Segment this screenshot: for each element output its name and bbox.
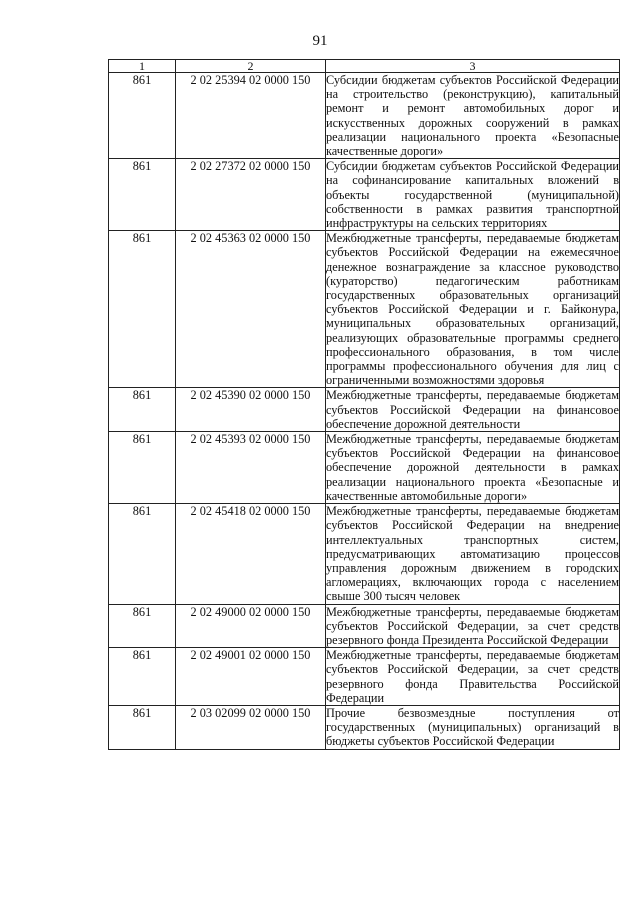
revenue-name-cell: Межбюджетные трансферты, передаваемые бюджетам субъектов Российской Федерации на ежемесячное денежное вознаграждение за классное руководство (кураторство) педагогическим работникам государственных образовательных организаций субъектов Российской Федерации и г. Байконура, муниципальных образовательных организаций, реализующих образовательные программы среднего профессионального образования, в том числе программы профессионального обучения для лиц с ограниченными возможностями здоровья xyxy=(326,231,619,388)
page-number: 91 xyxy=(312,33,328,49)
revenue-name-cell: Межбюджетные трансферты, передаваемые бюджетам субъектов Российской Федерации, за счет средств резервного фонда Правительства Российской Федерации xyxy=(326,648,619,705)
admin-code-cell: 861 xyxy=(109,159,176,231)
column-header-1: 1 xyxy=(109,60,176,73)
admin-code-cell: 861 xyxy=(109,604,176,648)
table-row xyxy=(109,604,620,648)
table-row xyxy=(109,648,620,706)
table-row xyxy=(109,231,620,388)
admin-code-cell: 861 xyxy=(109,388,176,432)
table-header-row xyxy=(109,60,620,73)
revenue-code-cell: 2 02 25394 02 0000 150 xyxy=(176,73,326,159)
revenue-name-cell: Субсидии бюджетам субъектов Российской Федерации на софинансирование капитальных вложений в объекты государственной (муниципальной) собственности в рамках развития транспортной инфраструктуры на сельских территориях xyxy=(326,159,619,231)
revenue-code-cell: 2 02 45363 02 0000 150 xyxy=(176,231,326,388)
table-row xyxy=(109,73,620,159)
revenue-code-cell: 2 02 49001 02 0000 150 xyxy=(176,648,326,706)
column-header-2: 2 xyxy=(176,60,326,73)
revenue-name-cell: Прочие безвозмездные поступления от государственных (муниципальных) организаций в бюджеты субъектов Российской Федерации xyxy=(326,705,619,749)
revenue-code-cell: 2 02 45390 02 0000 150 xyxy=(176,388,326,432)
admin-code-cell: 861 xyxy=(109,432,176,504)
revenue-name-cell: Межбюджетные трансферты, передаваемые бюджетам субъектов Российской Федерации, за счет средств резервного фонда Президента Российской Федерации xyxy=(326,604,619,647)
revenue-code-cell: 2 02 27372 02 0000 150 xyxy=(176,159,326,231)
admin-code-cell: 861 xyxy=(109,705,176,749)
revenue-name-cell: Межбюджетные трансферты, передаваемые бюджетам субъектов Российской Федерации на финансовое обеспечение дорожной деятельности xyxy=(326,388,619,431)
budget-revenue-table xyxy=(108,59,620,750)
admin-code-cell: 861 xyxy=(109,73,176,159)
revenue-name-cell: Субсидии бюджетам субъектов Российской Федерации на строительство (реконструкцию), капитальный ремонт и ремонт автомобильных дорог и искусственных дорожных сооружений в рамках реализации национального проекта «Безопасные качественные дороги» xyxy=(326,73,619,159)
revenue-name-cell: Межбюджетные трансферты, передаваемые бюджетам субъектов Российской Федерации на финансовое обеспечение дорожной деятельности в рамках реализации национального проекта «Безопасные и качественные автомобильные дороги» xyxy=(326,432,619,503)
column-header-3: 3 xyxy=(326,60,620,73)
table-row xyxy=(109,159,620,231)
admin-code-cell: 861 xyxy=(109,648,176,706)
table-row xyxy=(109,388,620,432)
revenue-code-cell: 2 02 45418 02 0000 150 xyxy=(176,504,326,604)
revenue-code-cell: 2 02 49000 02 0000 150 xyxy=(176,604,326,648)
table-row xyxy=(109,432,620,504)
admin-code-cell: 861 xyxy=(109,504,176,604)
admin-code-cell: 861 xyxy=(109,231,176,388)
revenue-code-cell: 2 03 02099 02 0000 150 xyxy=(176,705,326,749)
table-row xyxy=(109,504,620,604)
table-row xyxy=(109,705,620,749)
revenue-code-cell: 2 02 45393 02 0000 150 xyxy=(176,432,326,504)
revenue-name-cell: Межбюджетные трансферты, передаваемые бюджетам субъектов Российской Федерации на внедрение интеллектуальных транспортных систем, предусматривающих автоматизацию процессов управления дорожным движением в городских агломерациях, включающих города с населением свыше 300 тысяч человек xyxy=(326,504,619,604)
